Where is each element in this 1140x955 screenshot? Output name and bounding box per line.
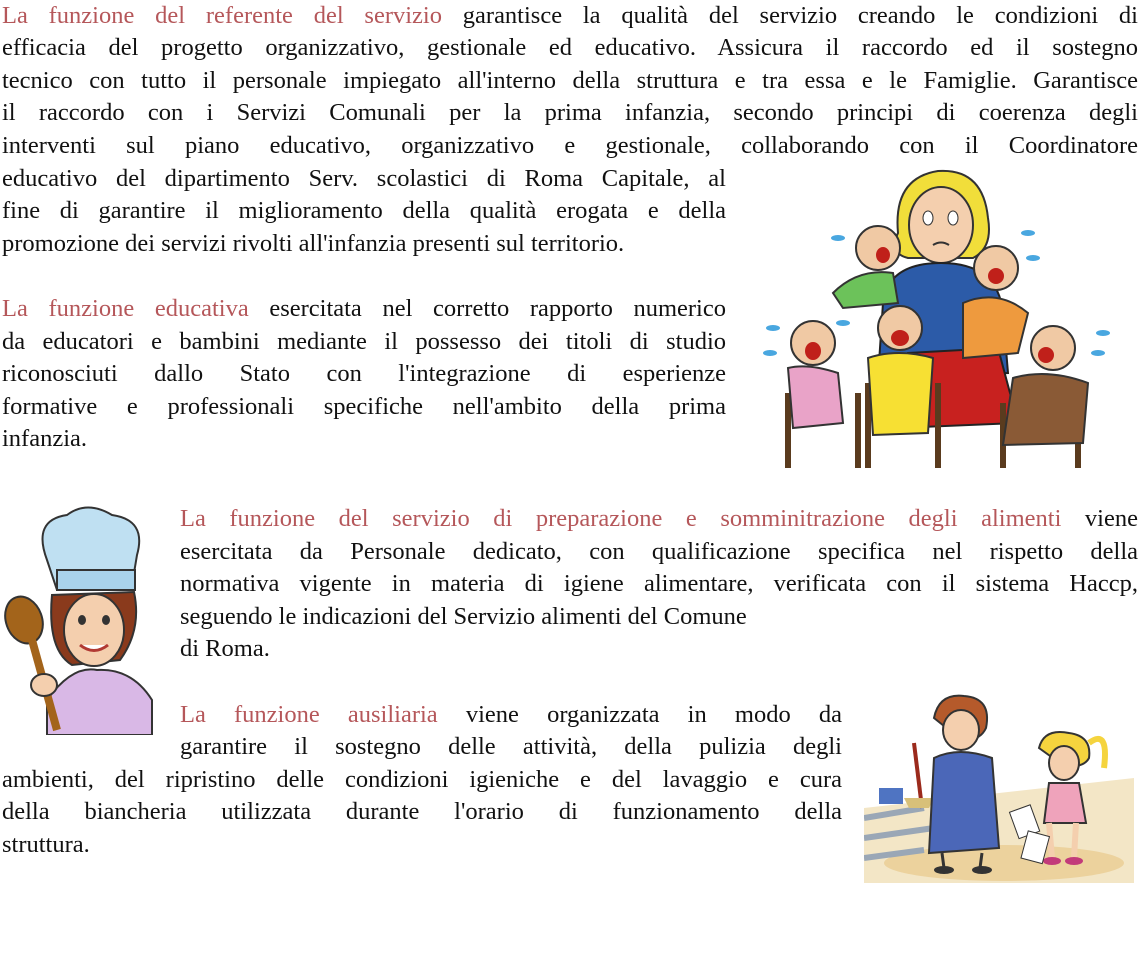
cleaner-and-girl-illustration xyxy=(864,658,1134,898)
referente-line-4: il raccordo con i Servizi Comunali per la prima infanzia, secondo principi di coerenza degli xyxy=(2,99,1138,126)
educativa-line-5: infanzia. xyxy=(2,425,88,452)
alimenti-text: viene xyxy=(1061,505,1138,532)
ausiliaria-line-2: garantire il sostegno delle attività, della pulizia degli xyxy=(180,733,842,760)
ausiliaria-line-4: della biancheria utilizzata durante l'orario di funzionamento della xyxy=(2,798,842,825)
alimenti-line-1 xyxy=(180,503,1138,536)
alimenti-line-3: normativa vigente in materia di igiene alimentare, verificata con il sistema Haccp, xyxy=(180,570,1138,597)
educativa-line-4: formative e professionali specifiche nell'ambito della prima xyxy=(2,393,726,420)
ausiliaria-title: La funzione ausiliaria xyxy=(180,701,438,728)
educativa-text: esercitata nel corretto rapporto numerico xyxy=(248,295,726,322)
alimenti-title: La funzione del servizio di preparazione e somminitrazione degli alimenti xyxy=(180,505,1062,532)
referente-line-1 xyxy=(2,0,1138,33)
ausiliaria-line-1 xyxy=(180,699,842,732)
referente-title: La funzione del referente del servizio xyxy=(2,2,442,29)
alimenti-line-4: seguendo le indicazioni del Servizio alimenti del Comune xyxy=(180,603,747,630)
educator-with-crying-children-illustration xyxy=(748,163,1138,468)
chef-woman-with-spoon-illustration xyxy=(2,500,158,735)
educativa-title: La funzione educativa xyxy=(2,295,249,322)
educativa-line-1 xyxy=(2,293,726,326)
alimenti-line-2: esercitata da Personale dedicato, con qualificazione specifica nel rispetto della xyxy=(180,538,1138,565)
educativa-line-3: riconosciuti dallo Stato con l'integrazione di esperienze xyxy=(2,360,726,387)
referente-line-6: educativo del dipartimento Serv. scolastici di Roma Capitale, al xyxy=(2,165,726,192)
ausiliaria-text: viene organizzata in modo da xyxy=(437,701,842,728)
referente-line-5: interventi sul piano educativo, organizzativo e gestionale, collaborando con il Coordinatore xyxy=(2,132,1138,159)
referente-text: garantisce la qualità del servizio creando le condizioni di xyxy=(441,2,1138,29)
educativa-line-2: da educatori e bambini mediante il possesso dei titoli di studio xyxy=(2,328,726,355)
alimenti-line-5: di Roma. xyxy=(180,635,270,662)
referente-line-3: tecnico con tutto il personale impiegato all'interno della struttura e tra essa e le Famiglie. Garantisce xyxy=(2,67,1138,94)
ausiliaria-line-3: ambienti, del ripristino delle condizioni igieniche e del lavaggio e cura xyxy=(2,766,842,793)
referente-line-7: fine di garantire il miglioramento della qualità erogata e della xyxy=(2,197,726,224)
referente-line-8: promozione dei servizi rivolti all'infanzia presenti sul territorio. xyxy=(2,230,625,257)
ausiliaria-line-5: struttura. xyxy=(2,831,90,858)
referente-line-2: efficacia del progetto organizzativo, gestionale ed educativo. Assicura il raccordo ed il sostegno xyxy=(2,34,1138,61)
